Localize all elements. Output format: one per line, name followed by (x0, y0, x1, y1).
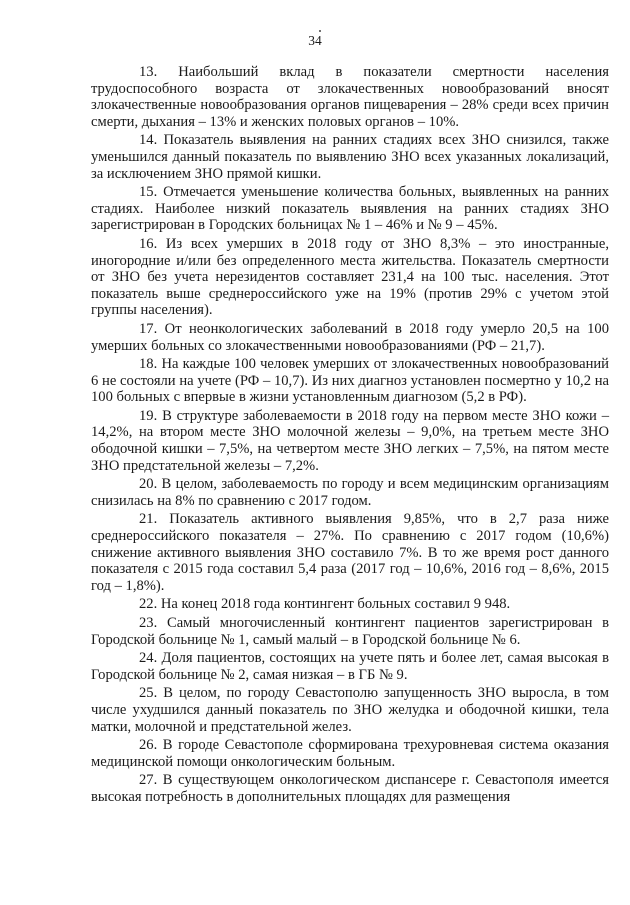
paragraph-17: 17. От неонкологических заболеваний в 2018 году умерло 20,5 на 100 умерших больных со злокачественными новообразованиями (РФ – 21,7). (91, 320, 609, 354)
paragraph-14: 14. Показатель выявления на ранних стадиях всех ЗНО снизился, также уменьшился данный показатель по выявлению ЗНО всех указанных локализаций, за исключением ЗНО прямой кишки. (91, 132, 609, 182)
paragraph-27: 27. В существующем онкологическом диспансере г. Севастополя имеется высокая потребность в дополнительных площадях для размещения (91, 772, 609, 805)
paragraph-25: 25. В целом, по городу Севастополю запущенность ЗНО выросла, в том числе ухудшился данный показатель по ЗНО желудка и ободочной кишки, тела матки, молочной и предстательной желез. (91, 685, 609, 735)
paragraph-23: 23. Самый многочисленный контингент пациентов зарегистрирован в Городской больнице № 1, самый малый – в Городской больнице № 6. (91, 615, 609, 648)
paragraph-20: 20. В целом, заболеваемость по городу и всем медицинским организациям снизилась на 8% по сравнению с 2017 годом. (91, 476, 609, 509)
paragraph-15: 15. Отмечается уменьшение количества больных, выявленных на ранних стадиях. Наиболее низкий показатель выявления на ранних стадиях ЗНО зарегистрирован в Городских больницах № 1 – 46% и № 9 – 45%. (91, 184, 609, 234)
scan-speck (319, 30, 321, 32)
page-number: 34 (308, 33, 322, 48)
paragraph-13: 13. Наибольший вклад в показатели смертности населения трудоспособного возраста от злокачественных новообразований вносят злокачественные новообразования органов пищеварения – 28% среди всех причин смерти, дыхания – 13% и женских половых органов – 10%. (91, 64, 609, 130)
paragraph-24: 24. Доля пациентов, состоящих на учете пять и более лет, самая высокая в Городской больнице № 2, самая низкая – в ГБ № 9. (91, 650, 609, 683)
paragraph-18: 18. На каждые 100 человек умерших от злокачественных новообразований 6 не состояли на учете (РФ – 10,7). Из них диагноз установлен посмертно у 10,2 на 100 больных с впервые в жизни установленным диагнозом (5,2 в РФ). (91, 356, 609, 406)
paragraph-22: 22. На конец 2018 года контингент больных составил 9 948. (139, 596, 511, 613)
paragraph-26: 26. В городе Севастополе сформирована трехуровневая система оказания медицинской помощи онкологическим больным. (91, 737, 609, 770)
paragraph-19: 19. В структуре заболеваемости в 2018 году на первом месте ЗНО кожи – 14,2%, на втором месте ЗНО молочной железы – 9,0%, на третьем месте ЗНО ободочной кишки – 7,5%, на четвертом месте ЗНО легких – 7,5%, на пятом месте ЗНО предстательной железы – 7,2%. (91, 407, 609, 474)
paragraph-16: 16. Из всех умерших в 2018 году от ЗНО 8,3% – это иностранные, иногородние и/или без определенного места жительства. Показатель смертности от ЗНО без учета нерезидентов составляет 231,4 на 100 тыс. населения. Этот показатель выше среднероссийского уже на 19% (против 29% с учетом этой группы населения). (91, 235, 609, 319)
document-body (91, 64, 609, 808)
paragraph-21: 21. Показатель активного выявления 9,85%, что в 2,7 раза ниже среднероссийского показателя – 27%. По сравнению с 2017 годом (10,6%) снижение активного выявления ЗНО составило 7%. В то же время рост данного показателя с 2015 года составил 5,4 раза (2017 год – 10,6%, 2016 год – 8,6%, 2015 год – 1,8%). (91, 511, 609, 594)
